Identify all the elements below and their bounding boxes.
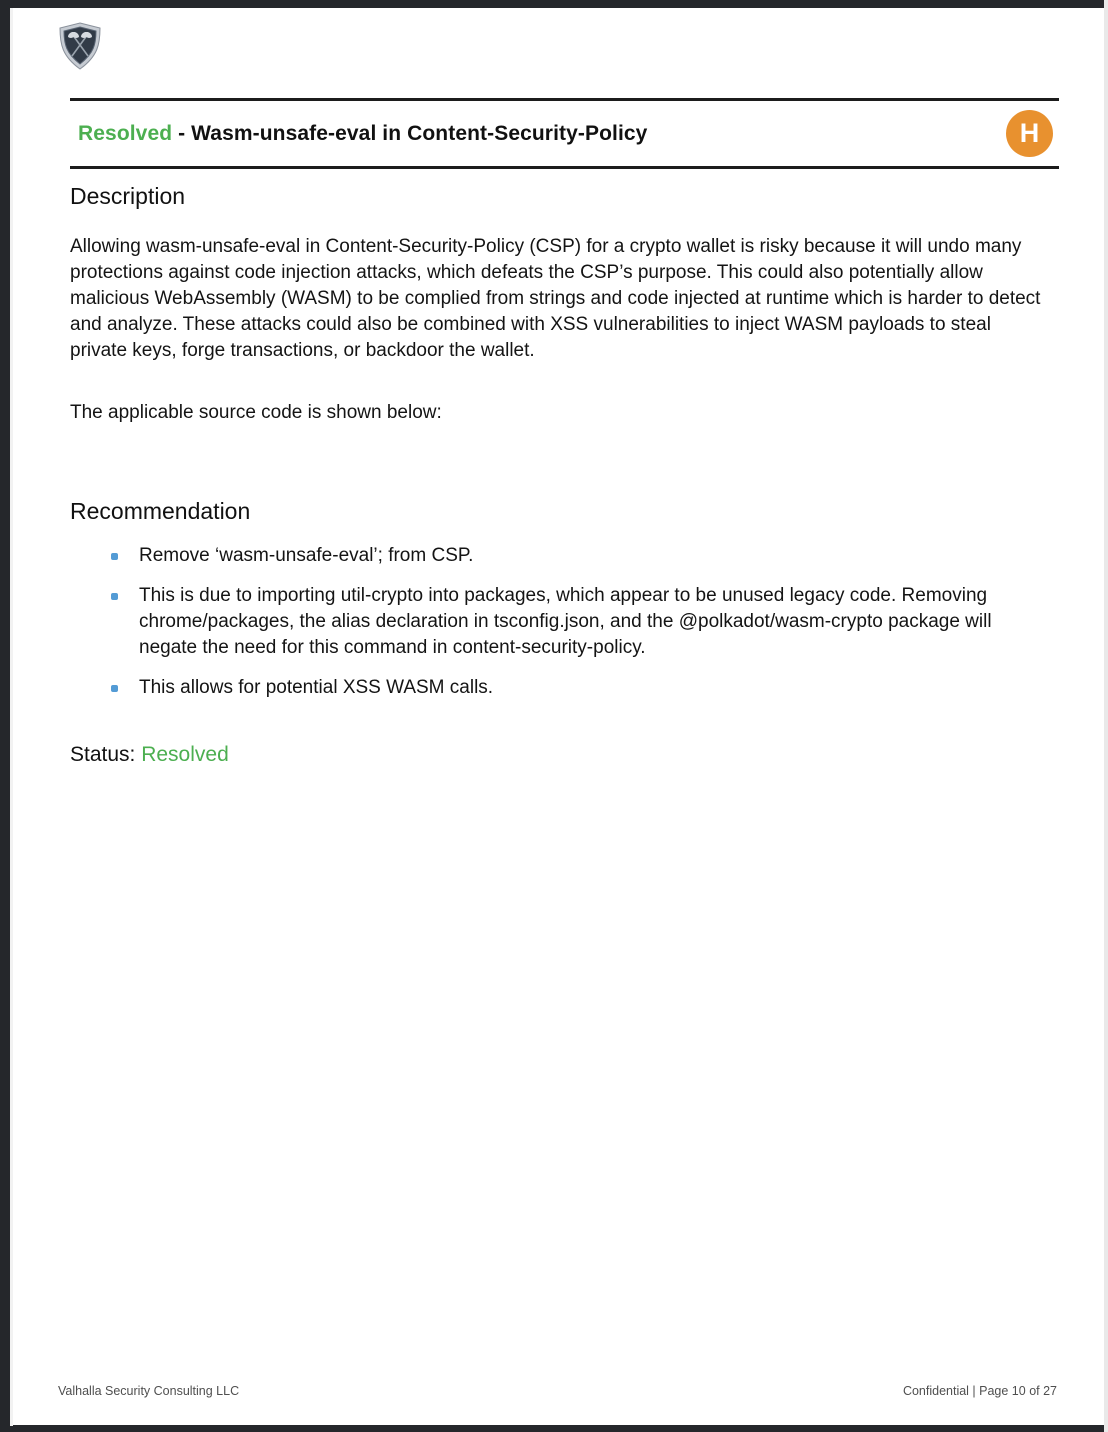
recommendation-item-text: This is due to importing util-crypto into packages, which appear to be unused legacy code. Removing chrome/packages, the alias declaration in tsconfig.json, and the @polkadot/wasm-crypto package will negate the need for this command in content-security-policy. (139, 585, 992, 658)
recommendation-item-text: This allows for potential XSS WASM calls. (139, 677, 494, 698)
status-line (70, 743, 1059, 767)
footer-company: Valhalla Security Consulting LLC (58, 1384, 240, 1398)
list-item (70, 583, 1059, 661)
window-frame-top (0, 0, 1108, 8)
window-frame-right (1104, 0, 1108, 1432)
finding-title-text: Wasm-unsafe-eval in Content-Security-Policy (191, 121, 648, 145)
finding-header (70, 101, 1059, 166)
report-content (13, 8, 1104, 767)
window-frame-left (0, 0, 10, 1432)
status-value: Resolved (141, 743, 229, 766)
recommendation-heading: Recommendation (70, 498, 251, 524)
window-frame-bottom (0, 1425, 1108, 1432)
report-page (13, 8, 1104, 1425)
bullet-icon (111, 553, 118, 560)
footer-confidential-page-number: Confidential | Page 10 of 27 (902, 1384, 1057, 1398)
source-code-note: The applicable source code is shown below: (70, 402, 442, 423)
bullet-icon (111, 685, 118, 692)
finding-title-separator: - (172, 121, 192, 145)
bullet-icon (111, 593, 118, 600)
finding-title (78, 122, 647, 146)
status-label: Status: (70, 743, 142, 766)
page-footer (13, 1384, 1104, 1398)
finding-status-word: Resolved (78, 121, 173, 145)
list-item (70, 543, 1059, 569)
description-paragraph: Allowing wasm-unsafe-eval in Content-Security-Policy (CSP) for a crypto wallet is risky because it will undo many protections against code injection attacks, which defeats the CSP’s purpose. This could also potentially allow malicious WebAssembly (WASM) to be complied from strings and code injected at runtime which is harder to detect and analyze. These attacks could also be combined with XSS vulnerabilities to inject WASM payloads to steal private keys, forge transactions, or backdoor the wallet. (70, 236, 1041, 361)
recommendation-list (70, 543, 1059, 701)
list-item (70, 675, 1059, 701)
recommendation-item-text: Remove ‘wasm-unsafe-eval’; from CSP. (139, 545, 474, 566)
description-heading: Description (70, 183, 186, 209)
header-rule-bottom (70, 166, 1059, 169)
severity-high-badge: H (1006, 110, 1053, 157)
